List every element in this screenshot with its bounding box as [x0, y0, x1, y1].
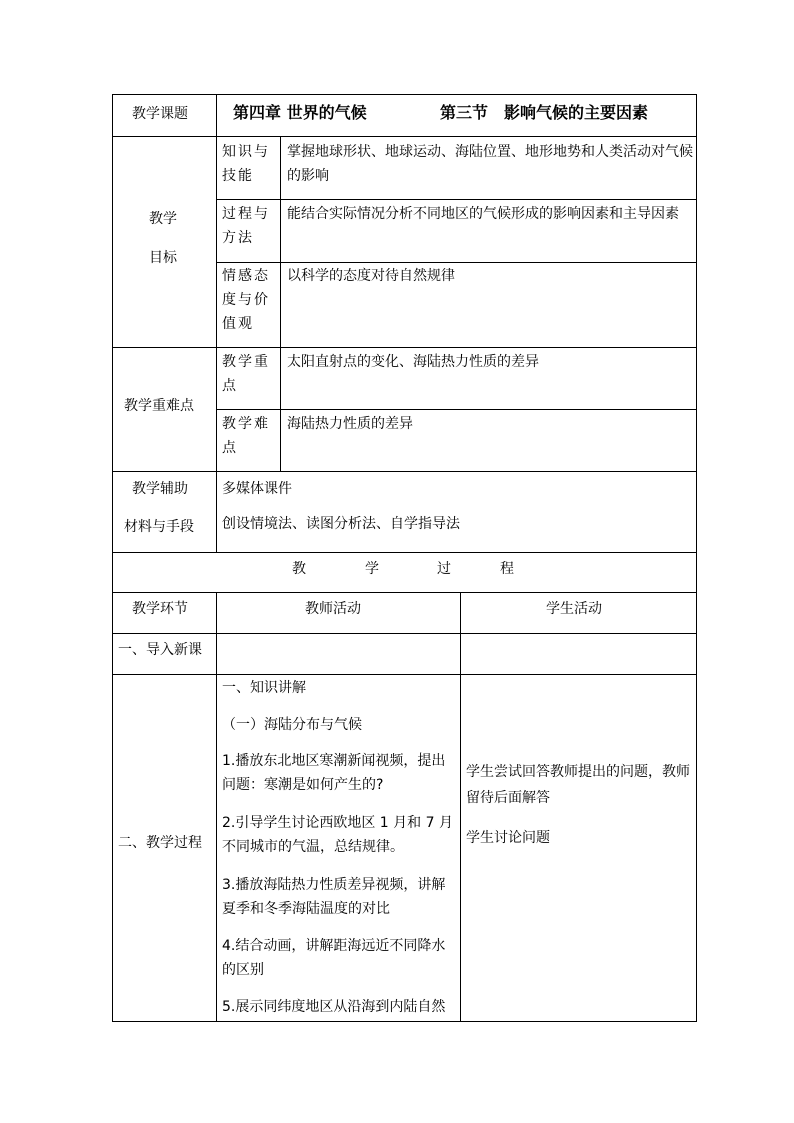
column-header-teacher: 教师活动 — [305, 601, 361, 617]
objective-category-label: 过程与 — [222, 206, 270, 222]
column-header-stage: 教学环节 — [132, 601, 188, 617]
section-title: 第三节 影响气候的主要因素 — [440, 103, 649, 122]
grid-line — [112, 471, 697, 472]
grid-line — [112, 674, 697, 675]
grid-line — [216, 262, 697, 263]
teacher-activity-line: 2.引导学生讨论西欧地区 1 月和 7 月 — [222, 815, 453, 831]
chapter-title: 第四章 世界的气候 — [233, 103, 367, 122]
process-title-char: 教 — [292, 561, 306, 577]
stage-intro: 一、导入新课 — [118, 642, 202, 658]
student-activity-line: 学生讨论问题 — [466, 830, 550, 846]
grid-line — [460, 592, 461, 1022]
key-point-text: 海陆热力性质的差异 — [287, 416, 413, 432]
grid-line — [696, 94, 697, 1022]
objective-category-label: 情感态 — [222, 268, 270, 284]
aids-label: 材料与手段 — [124, 519, 194, 535]
grid-line — [112, 94, 697, 95]
grid-line — [280, 136, 281, 471]
objective-category-label: 技能 — [222, 168, 254, 184]
objective-text: 的影响 — [287, 168, 329, 184]
aids-methods: 创设情境法、读图分析法、自学指导法 — [222, 516, 460, 532]
teacher-activity-line: 5.展示同纬度地区从沿海到内陆自然 — [222, 999, 446, 1015]
key-point-category-label: 点 — [222, 378, 238, 394]
objective-category-label: 值观 — [222, 316, 254, 332]
grid-line — [112, 552, 697, 553]
grid-line — [112, 347, 697, 348]
objective-text: 掌握地球形状、地球运动、海陆位置、地形地势和人类活动对气候 — [287, 144, 693, 160]
teacher-activity-line: 3.播放海陆热力性质差异视频，讲解 — [222, 877, 446, 893]
grid-line — [112, 136, 697, 137]
teacher-activity-line: 不同城市的气温，总结规律。 — [222, 839, 404, 855]
grid-line — [112, 1021, 697, 1022]
teacher-activity-line: 1.播放东北地区寒潮新闻视频，提出 — [222, 753, 446, 769]
grid-line — [216, 592, 217, 1022]
key-point-category-label: 点 — [222, 440, 238, 456]
key-point-text: 太阳直射点的变化、海陆热力性质的差异 — [287, 354, 539, 370]
column-header-student: 学生活动 — [546, 601, 602, 617]
process-title-char: 学 — [365, 561, 379, 577]
grid-line — [216, 94, 217, 552]
grid-line — [112, 94, 113, 1022]
key-point-category-label: 教学重 — [222, 354, 270, 370]
objective-category-label: 度与价 — [222, 292, 270, 308]
teacher-activity-line: 夏季和冬季海陆温度的对比 — [222, 901, 390, 917]
grid-line — [216, 199, 697, 200]
teacher-activity-line: 4.结合动画，讲解距海远近不同降水 — [222, 938, 446, 954]
objective-text: 以科学的态度对待自然规律 — [287, 268, 455, 284]
lesson-topic-label: 教学课题 — [132, 106, 188, 122]
aids-label: 教学辅助 — [132, 481, 188, 497]
process-title-char: 过 — [437, 561, 451, 577]
objectives-label: 教学 — [149, 211, 177, 227]
grid-line — [216, 409, 697, 410]
aids-materials: 多媒体课件 — [222, 481, 292, 497]
stage-main: 二、教学过程 — [118, 835, 202, 851]
key-points-label: 教学重难点 — [124, 398, 194, 414]
grid-line — [112, 592, 697, 593]
student-activity-line: 学生尝试回答教师提出的问题，教师 — [466, 764, 690, 780]
objectives-label: 目标 — [149, 250, 177, 266]
grid-line — [112, 633, 697, 634]
objective-category-label: 方法 — [222, 230, 254, 246]
process-title-char: 程 — [500, 561, 514, 577]
teacher-activity-line: 的区别 — [222, 962, 264, 978]
teacher-activity-line: 问题：寒潮是如何产生的? — [222, 777, 384, 793]
teacher-activity-line: 一、知识讲解 — [222, 680, 306, 696]
objective-category-label: 知识与 — [222, 144, 270, 160]
objective-text: 能结合实际情况分析不同地区的气候形成的影响因素和主导因素 — [287, 206, 679, 222]
key-point-category-label: 教学难 — [222, 416, 270, 432]
student-activity-line: 留待后面解答 — [466, 790, 550, 806]
teacher-activity-line: （一）海陆分布与气候 — [222, 717, 362, 733]
